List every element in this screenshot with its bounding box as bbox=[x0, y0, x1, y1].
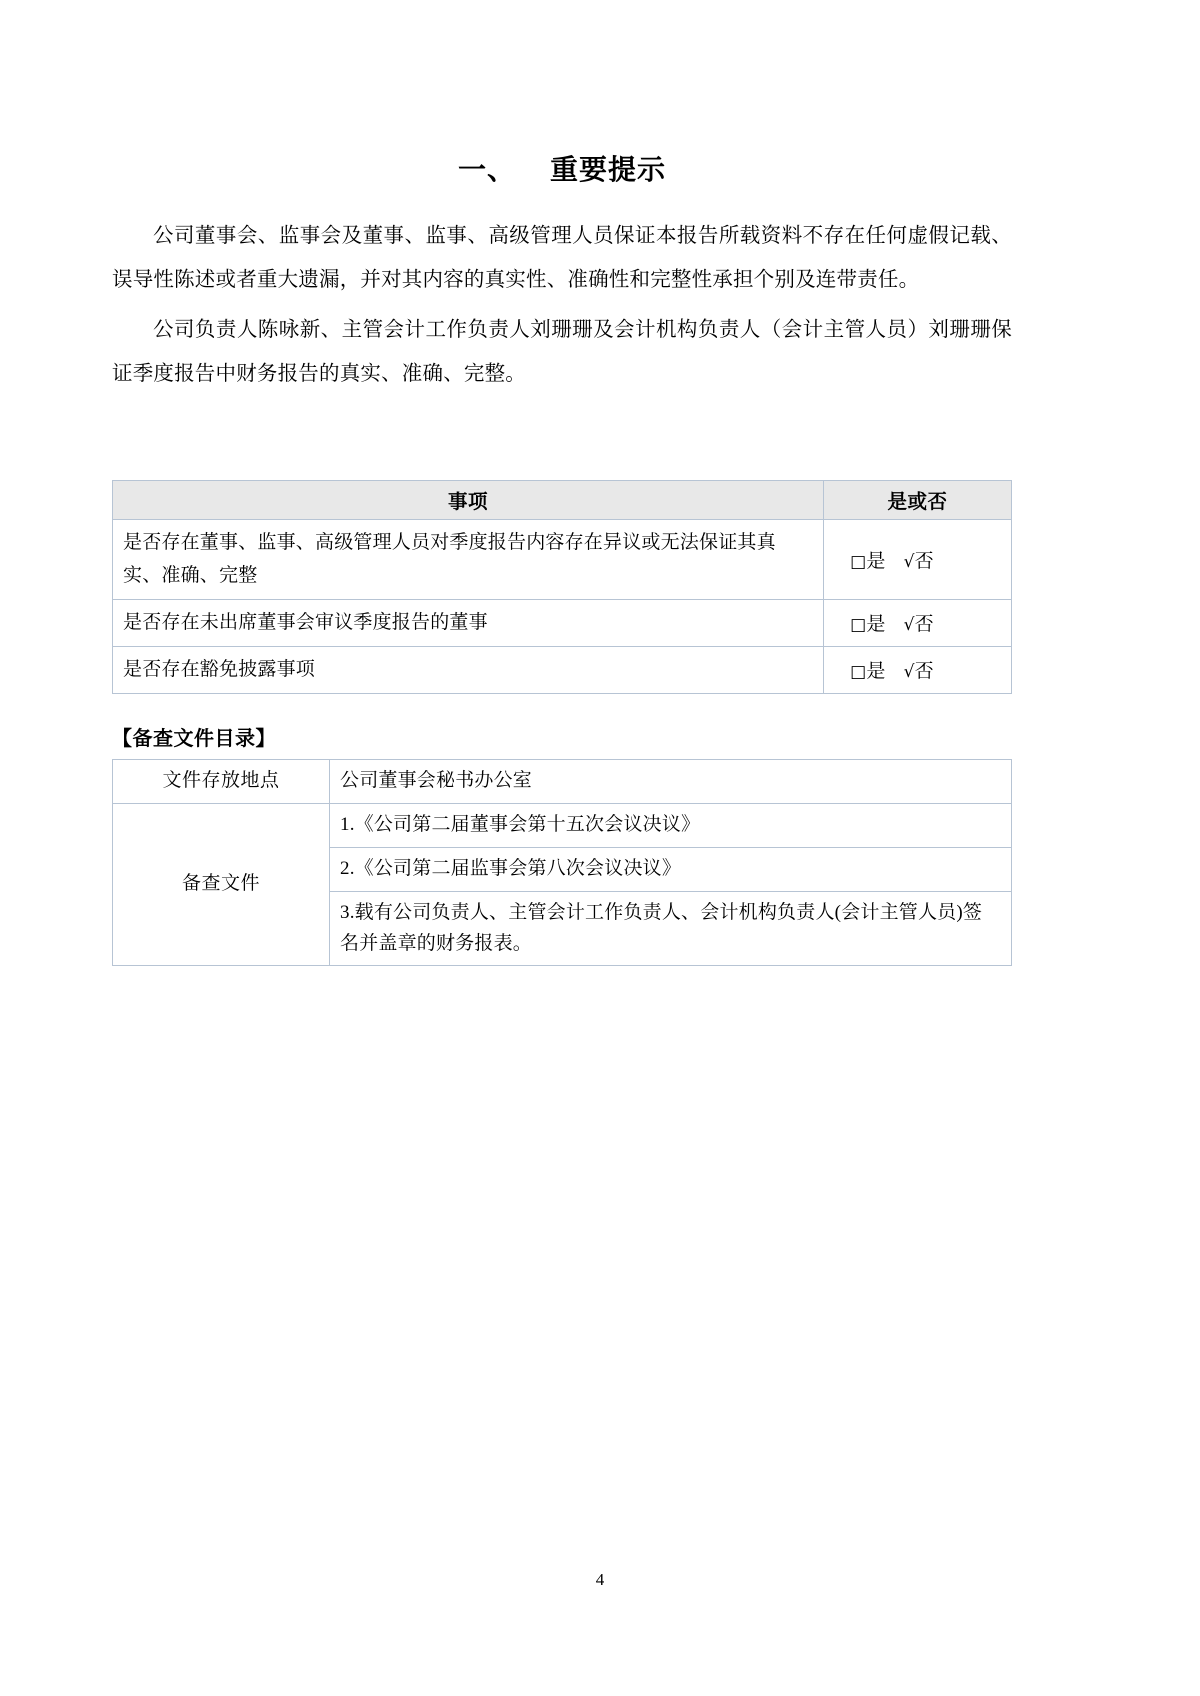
document-item: 2.《公司第二届监事会第八次会议决议》 bbox=[330, 848, 1012, 892]
page-title bbox=[112, 148, 1012, 188]
unchecked-box-icon[interactable]: □ bbox=[850, 662, 867, 682]
reference-docs-table-wrapper bbox=[112, 759, 1012, 966]
document-item: 3.载有公司负责人、主管会计工作负责人、会计机构负责人(会计主管人员)签名并盖章的财务报表。 bbox=[330, 892, 1012, 966]
matters-table bbox=[112, 480, 1012, 694]
table-header-row bbox=[113, 481, 1012, 520]
matter-text: 是否存在豁免披露事项 bbox=[113, 647, 824, 694]
yes-label: 是 bbox=[866, 550, 886, 572]
paragraph-financial-assurance: 公司负责人陈咏新、主管会计工作负责人刘珊珊及会计机构负责人（会计主管人员）刘珊珊保证季度报告中财务报告的真实、准确、完整。 bbox=[112, 319, 1012, 385]
check-mark-icon[interactable]: √ bbox=[903, 551, 915, 572]
column-header-yesno: 是或否 bbox=[824, 481, 1012, 520]
table-row bbox=[113, 760, 1012, 804]
page-number: 4 bbox=[595, 1570, 605, 1589]
location-label: 文件存放地点 bbox=[113, 760, 330, 804]
paragraph-responsibility: 公司董事会、监事会及董事、监事、高级管理人员保证本报告所载资料不存在任何虚假记载、误导性陈述或者重大遗漏，并对其内容的真实性、准确性和完整性承担个别及连带责任。 bbox=[112, 225, 1012, 291]
check-mark-icon[interactable]: √ bbox=[903, 662, 915, 682]
no-label: 否 bbox=[914, 614, 934, 635]
yes-label: 是 bbox=[866, 614, 886, 635]
matter-answer bbox=[824, 600, 1012, 647]
matter-answer bbox=[824, 520, 1012, 600]
table-row bbox=[113, 804, 1012, 848]
document-item: 1.《公司第二届董事会第十五次会议决议》 bbox=[330, 804, 1012, 848]
matter-text: 是否存在未出席董事会审议季度报告的董事 bbox=[113, 600, 824, 647]
location-value: 公司董事会秘书办公室 bbox=[330, 760, 1012, 804]
matter-text: 是否存在董事、监事、高级管理人员对季度报告内容存在异议或无法保证其真实、准确、完整 bbox=[113, 520, 824, 600]
reference-docs-table bbox=[112, 759, 1012, 966]
section-number: 一、 bbox=[457, 154, 516, 185]
no-label: 否 bbox=[914, 550, 934, 572]
table-row bbox=[113, 600, 1012, 647]
no-label: 否 bbox=[914, 661, 934, 682]
page-content bbox=[112, 0, 1012, 966]
reference-docs-title: 【备查文件目录】 bbox=[112, 728, 276, 750]
matter-answer bbox=[824, 647, 1012, 694]
section-title-text: 重要提示 bbox=[550, 154, 667, 185]
unchecked-box-icon[interactable]: □ bbox=[850, 615, 867, 635]
matters-table-wrapper bbox=[112, 480, 1012, 694]
table-row bbox=[113, 647, 1012, 694]
yes-label: 是 bbox=[866, 661, 886, 682]
column-header-item: 事项 bbox=[113, 481, 824, 520]
check-mark-icon[interactable]: √ bbox=[903, 615, 915, 635]
documents-label: 备查文件 bbox=[113, 804, 330, 966]
unchecked-box-icon[interactable]: □ bbox=[850, 551, 867, 572]
table-row bbox=[113, 520, 1012, 600]
